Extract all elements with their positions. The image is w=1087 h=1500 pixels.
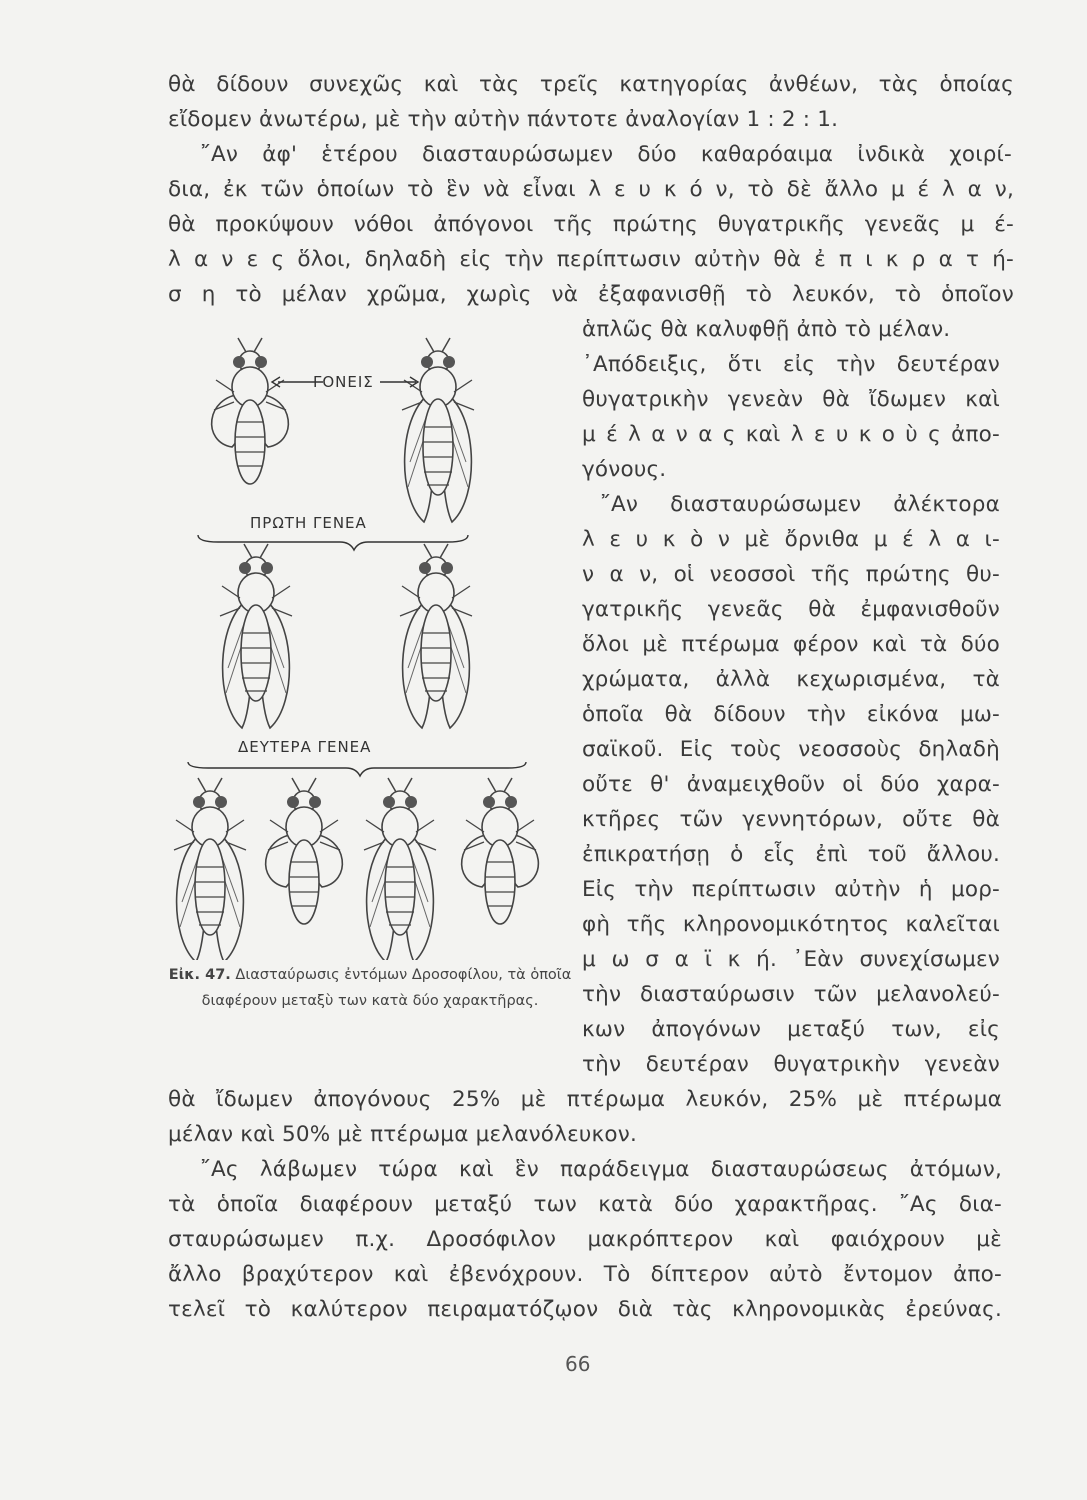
fly-second-gen-3: [364, 778, 436, 960]
text-line: θὰ δίδουν συνεχῶς καὶ τὰς τρεῖς κατηγορίας ἀνθέων, τὰς ὁποίας: [168, 72, 1014, 97]
text-line: σ η τὸ μέλαν χρῶμα, χωρὶς νὰ ἐξαφανισθῇ τὸ λευκόν, τὸ ὁποῖον: [168, 282, 1014, 307]
text-line: μ ω σ α ϊ κ ή. ᾿Εὰν συνεχίσωμεν: [582, 947, 1000, 972]
text-line: ἁπλῶς θὰ καλυφθῇ ἀπὸ τὸ μέλαν.: [582, 317, 951, 342]
text-line: λ α ν ε ς ὅλοι, δηλαδὴ εἰς τὴν περίπτωσιν αὐτὴν θὰ ἐ π ι κ ρ α τ ή-: [168, 247, 1014, 272]
text-line: σταυρώσωμεν π.χ. Δροσόφιλον μακρόπτερον καὶ φαιόχρουν μὲ: [168, 1227, 1002, 1252]
text-line: μ έ λ α ν α ς καὶ λ ε υ κ ο ὺ ς ἀπο-: [582, 422, 1000, 447]
fly-second-gen-1: [174, 778, 246, 960]
text-line: ἐπικρατήσῃ ὁ εἷς ἐπὶ τοῦ ἄλλου.: [582, 842, 1000, 867]
text-line: ῎Αν ἀφ' ἑτέρου διασταυρώσωμεν δύο καθαρόαιμα ἰνδικὰ χοιρί-: [200, 142, 1012, 167]
text-line: Εἰς τὴν περίπτωσιν αὐτὴν ἡ μορ-: [582, 877, 1000, 902]
text-line: θὰ προκύψουν νόθοι ἀπόγονοι τῆς πρώτης θυγατρικῆς γενεᾶς μ έ-: [168, 212, 1014, 237]
text-line: τὰ ὁποῖα διαφέρουν μεταξύ των κατὰ δύο χαρακτῆρας. ῎Ας δια-: [168, 1192, 1002, 1217]
text-line: λ ε υ κ ὸ ν μὲ ὄρνιθα μ έ λ α ι-: [582, 527, 1000, 552]
text-line: ὅλοι μὲ πτέρωμα φέρον καὶ τὰ δύο: [582, 632, 1000, 657]
text-line: δια, ἐκ τῶν ὁποίων τὸ ἓν νὰ εἶναι λ ε υ κ ό ν, τὸ δὲ ἄλλο μ έ λ α ν,: [168, 177, 1014, 202]
text-line: ῎Ας λάβωμεν τώρα καὶ ἓν παράδειγμα διασταυρώσεως ἀτόμων,: [200, 1157, 1002, 1182]
label-second-generation: ΔΕΥΤΕΡΑ ΓΕΝΕΑ: [238, 738, 372, 756]
fly-second-gen-2: [266, 778, 343, 924]
fly-second-gen-4: [462, 778, 539, 924]
label-parents: ΓΟΝΕΙΣ: [313, 373, 374, 391]
text-line: τὴν διασταύρωσιν τῶν μελανολεύ-: [582, 982, 1000, 1007]
fly-illustration: [158, 330, 578, 960]
fly-first-gen-2: [400, 544, 472, 728]
caption-number: Εἰκ. 47.: [168, 967, 231, 983]
text-line: ῎Αν διασταυρώσωμεν ἀλέκτορα: [600, 492, 1000, 517]
text-line: θυγατρικὴν γενεὰν θὰ ἴδωμεν καὶ: [582, 387, 1000, 412]
fly-first-gen-1: [220, 544, 292, 728]
label-first-generation: ΠΡΩΤΗ ΓΕΝΕΑ: [250, 514, 367, 532]
text-line: χρώματα, ἀλλὰ κεχωρισμένα, τὰ: [582, 667, 1000, 692]
figure-drosophila-cross: [158, 330, 578, 1050]
text-line: εἴδομεν ἀνωτέρω, μὲ τὴν αὐτὴν πάντοτε ἀναλογίαν 1 : 2 : 1.: [168, 107, 839, 132]
bracket-first-generation: [198, 535, 468, 550]
fly-parent-long-wing: [402, 338, 474, 522]
caption-text: Διασταύρωσις ἐντόμων Δροσοφίλου, τὰ ὁποῖα διαφέρουν μεταξὺ των κατὰ δύο χαρακτῆρας.: [201, 967, 572, 1009]
text-line: οὔτε θ' ἀναμειχθοῦν οἱ δύο χαρα-: [582, 772, 1000, 797]
bracket-second-generation: [188, 762, 526, 776]
arrow-right-icon: [380, 377, 418, 387]
text-line: τὴν δευτέραν θυγατρικὴν γενεὰν: [582, 1052, 1000, 1077]
text-line: γόνους.: [582, 457, 667, 482]
figure-caption: [160, 962, 580, 1014]
text-line: ᾿Απόδειξις, ὅτι εἰς τὴν δευτέραν: [582, 352, 1000, 377]
text-line: φὴ τῆς κληρονομικότητος καλεῖται: [582, 912, 1000, 937]
fly-parent-short-wing: [212, 338, 289, 484]
text-line: κων ἀπογόνων μεταξύ των, εἰς: [582, 1017, 1000, 1042]
text-line: ὁποῖα θὰ δίδουν τὴν εἰκόνα μω-: [582, 702, 1000, 727]
text-line: τελεῖ τὸ καλύτερον πειραματόζῳον διὰ τὰς κληρονομικὰς ἐρεύνας.: [168, 1297, 1002, 1322]
text-line: γατρικῆς γενεᾶς θὰ ἐμφανισθοῦν: [582, 597, 1000, 622]
text-line: ν α ν, οἱ νεοσσοὶ τῆς πρώτης θυ-: [582, 562, 1000, 587]
text-line: μέλαν καὶ 50% μὲ πτέρωμα μελανόλευκον.: [168, 1122, 638, 1147]
text-line: ἄλλο βραχύτερον καὶ ἐβενόχρουν. Τὸ δίπτερον αὐτὸ ἔντομον ἀπο-: [168, 1262, 1002, 1287]
text-line: θὰ ἴδωμεν ἀπογόνους 25% μὲ πτέρωμα λευκόν, 25% μὲ πτέρωμα: [168, 1087, 1002, 1112]
text-line: σαϊκοῦ. Εἰς τοὺς νεοσσοὺς δηλαδὴ: [582, 737, 1000, 762]
text-line: κτῆρες τῶν γεννητόρων, οὔτε θὰ: [582, 807, 1000, 832]
page-number: 66: [565, 1352, 591, 1376]
